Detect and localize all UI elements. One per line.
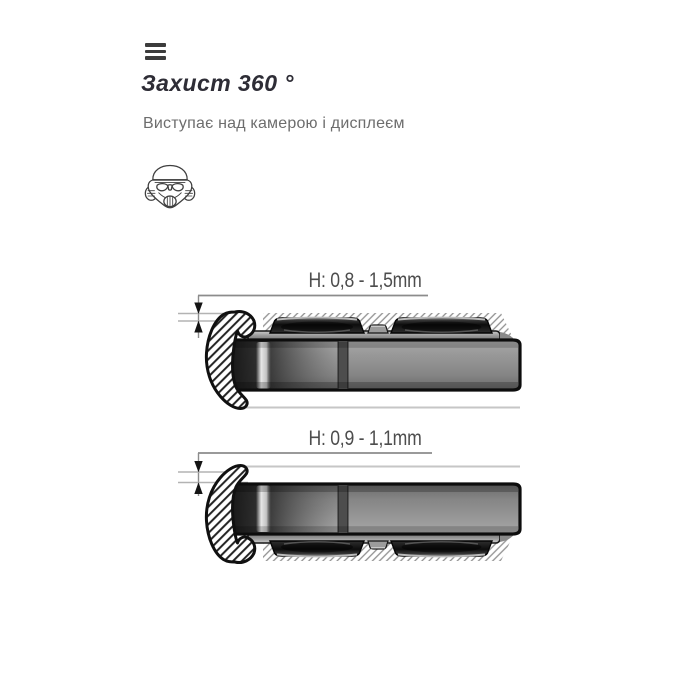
diagram-display-side [130, 420, 560, 582]
antenna-seam [338, 341, 349, 389]
page-title: Захист 360 ° [141, 70, 294, 96]
flash-module [368, 541, 388, 549]
phone-body [225, 484, 520, 534]
hamburger-bar [145, 56, 166, 60]
helmet-dome [153, 165, 187, 179]
camera-ring-1 [270, 541, 364, 557]
stormtrooper-helmet-icon [143, 151, 197, 211]
helmet-right-eye [172, 184, 183, 191]
hamburger-bar [145, 43, 166, 47]
phone-edge-artwork [206, 311, 520, 408]
arrow-up-icon [194, 321, 202, 333]
helmet-nose [168, 185, 172, 190]
dimension-label-camera: H: 0,8 - 1,5mm [308, 268, 422, 293]
arrow-down-icon [194, 461, 202, 472]
arrow-up-icon [194, 482, 202, 494]
flash-module [368, 325, 388, 333]
antenna-seam [338, 485, 349, 533]
camera-ring-2 [391, 318, 492, 334]
camera-ring-2 [391, 541, 492, 557]
arrow-down-icon [194, 303, 202, 315]
dimension-label-display: H: 0,9 - 1,1mm [308, 426, 422, 451]
hamburger-icon[interactable] [145, 43, 166, 60]
page-subtitle: Виступає над камерою і дисплеєм [143, 115, 405, 132]
phone-edge-artwork-mirrored [206, 466, 520, 563]
hamburger-bar [145, 50, 166, 54]
camera-ring-1 [270, 318, 364, 334]
phone-body [225, 340, 520, 390]
helmet-left-eye [157, 184, 168, 191]
diagram-camera-side [130, 258, 560, 420]
